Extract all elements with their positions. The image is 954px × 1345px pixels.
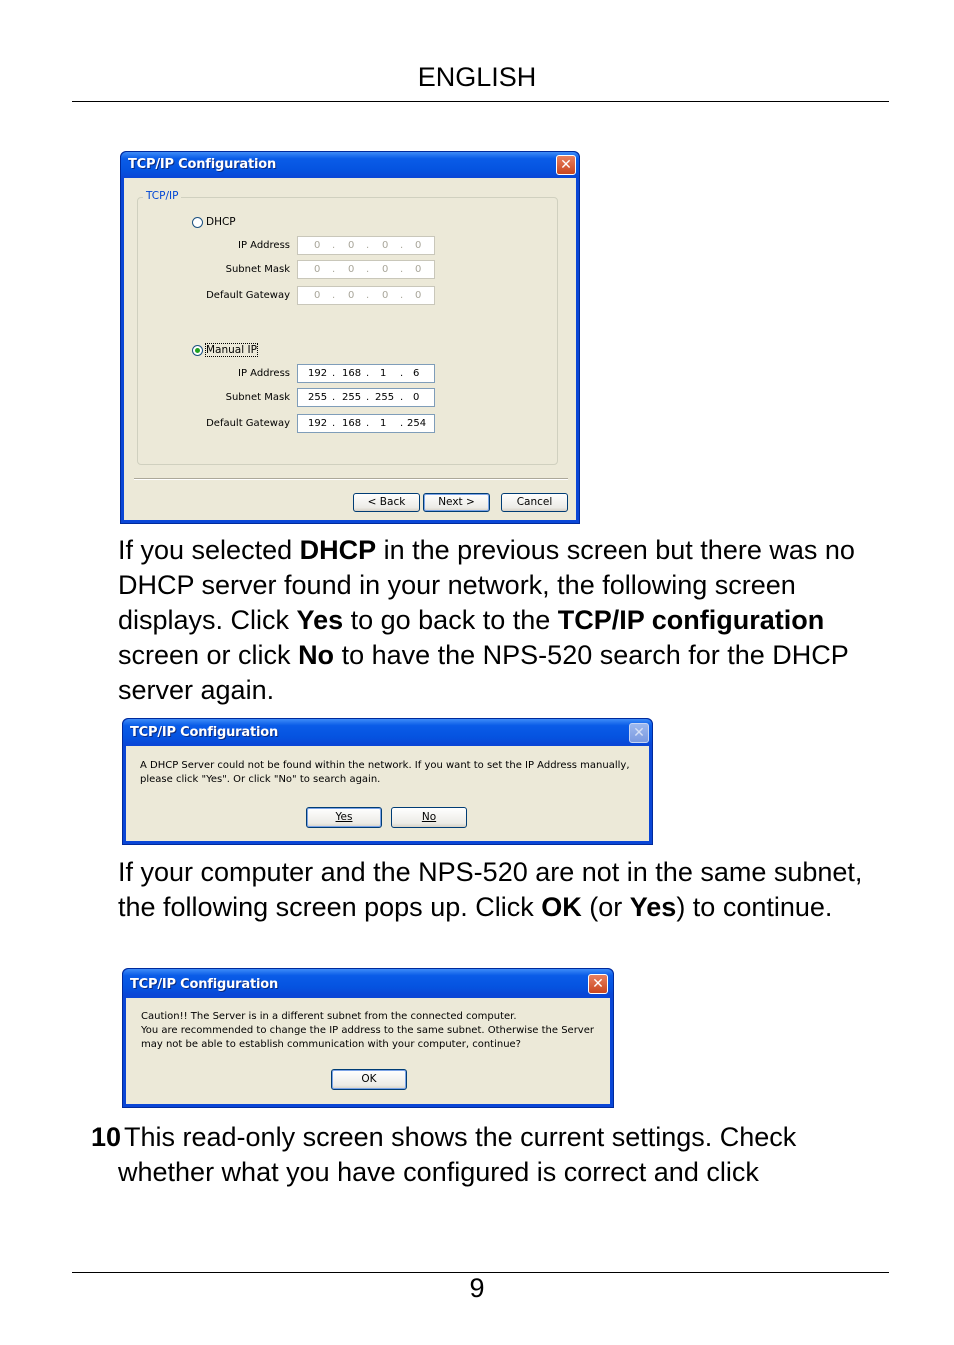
dhcp-label: DHCP — [206, 216, 236, 228]
dialog-body — [126, 998, 610, 1104]
dhcp-mask-field: 0 . 0 . 0 . 0 — [297, 260, 435, 279]
dhcp-mask-label: Subnet Mask — [225, 264, 290, 275]
dhcp-ip-field: 0 . 0 . 0 . 0 — [297, 236, 435, 255]
dhcp-gateway-field: 0 . 0 . 0 . 0 — [297, 286, 435, 305]
dhcp-gateway-label: Default Gateway — [206, 290, 290, 301]
yes-button[interactable]: Yes — [306, 807, 382, 828]
dialog-title-bar — [121, 152, 579, 178]
close-icon[interactable]: ✕ — [588, 974, 608, 994]
no-button[interactable]: No — [391, 807, 467, 828]
groupbox-label: TCP/IP — [143, 190, 181, 202]
paragraph-different-subnet: If your computer and the NPS-520 are not in the same subnet, the following screen pops up. Click OK (or Yes) to continue. — [118, 857, 863, 922]
close-icon: ✕ — [629, 723, 649, 743]
ok-button[interactable]: OK — [331, 1069, 407, 1090]
manual-ip-address-label: IP Address — [238, 368, 290, 379]
page-header: ENGLISH — [417, 62, 537, 92]
dialog-title: TCP/IP Configuration — [128, 157, 277, 172]
header-rule — [72, 101, 889, 102]
subnet-message-line-1: Caution!! The Server is in a different subnet from the connected computer. — [141, 1011, 517, 1022]
different-subnet-dialog — [122, 968, 614, 1108]
paragraph-dhcp-not-found: If you selected DHCP in the previous screen but there was no DHCP server found in your network, the following screen displays. Click Yes to go back to the TCP/IP configuration screen or click No to have the NPS-520 search for the DHCP server again. — [118, 535, 855, 705]
button-separator — [134, 478, 568, 480]
subnet-message-line-3: may not be able to establish communication with your computer, continue? — [141, 1039, 521, 1050]
manual-ip-radio[interactable] — [192, 345, 203, 356]
dialog-title: TCP/IP Configuration — [130, 977, 279, 992]
manual-mask-field[interactable]: 255 . 255 . 255 . 0 — [297, 388, 435, 407]
dhcp-message-line-2: please click "Yes". Or click "No" to search again. — [140, 774, 381, 785]
cancel-button[interactable]: Cancel — [501, 493, 568, 512]
manual-mask-label: Subnet Mask — [225, 392, 290, 403]
back-button[interactable]: < Back — [353, 493, 420, 512]
dialog-title-bar — [123, 719, 652, 745]
manual-gateway-field[interactable]: 192 . 168 . 1 . 254 — [297, 414, 435, 433]
tcpip-config-dialog — [120, 151, 580, 524]
manual-ip-field[interactable]: 192 . 168 . 1 . 6 — [297, 364, 435, 383]
dhcp-not-found-dialog — [122, 718, 653, 845]
page-number: 9 — [469, 1273, 485, 1303]
manual-ip-label: Manual IP — [206, 344, 257, 356]
dhcp-radio[interactable] — [192, 217, 203, 228]
dhcp-ip-label: IP Address — [238, 240, 290, 251]
manual-gateway-label: Default Gateway — [206, 418, 290, 429]
dhcp-message-line-1: A DHCP Server could not be found within the network. If you want to set the IP Address manually, — [140, 760, 630, 771]
step-10-text: This read-only screen shows the current settings. Check whether what you have configured is correct and click — [118, 1122, 797, 1187]
next-button[interactable]: Next > — [423, 493, 490, 512]
dialog-body — [124, 178, 576, 520]
close-icon[interactable]: ✕ — [556, 155, 576, 175]
dialog-title-bar — [123, 969, 613, 995]
dialog-body — [126, 746, 649, 841]
subnet-message-line-2: You are recommended to change the IP address to the same subnet. Otherwise the Server — [141, 1025, 594, 1036]
step-number: 10 — [91, 1122, 122, 1152]
dialog-title: TCP/IP Configuration — [130, 725, 279, 740]
